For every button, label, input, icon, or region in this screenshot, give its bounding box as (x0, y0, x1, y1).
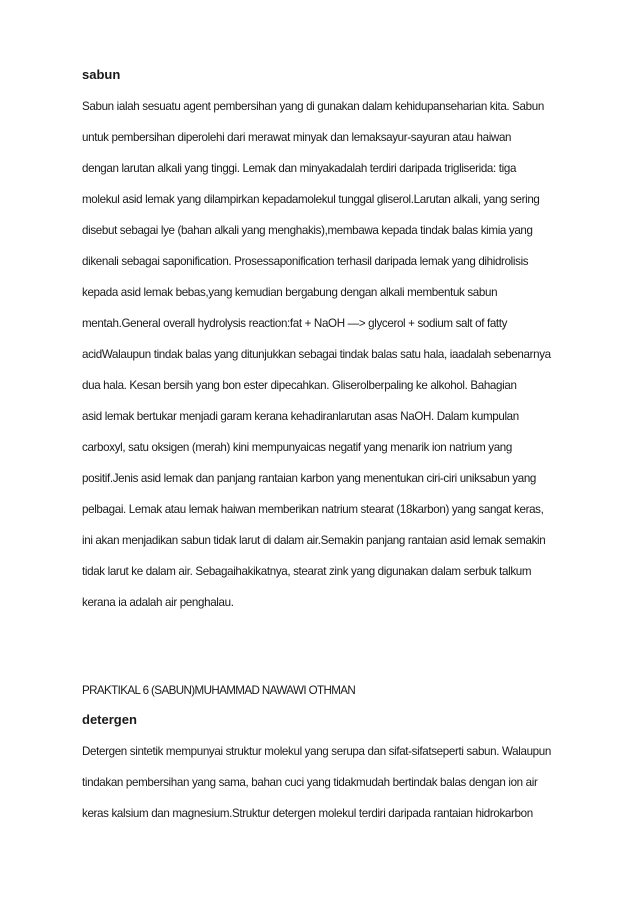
paragraph-line: tindakan pembersihan yang sama, bahan cuci yang tidakmudah bertindak balas dengan ion air (82, 776, 538, 789)
heading-detergen: detergen (82, 712, 137, 727)
paragraph-line: tidak larut ke dalam air. Sebagaihakikatnya, stearat zink yang digunakan dalam serbuk talkum (82, 565, 532, 578)
paragraph-line: Sabun ialah sesuatu agent pembersihan yang di gunakan dalam kehidupanseharian kita. Sabun (82, 100, 544, 113)
paragraph-line: keras kalsium dan magnesium.Struktur detergen molekul terdiri daripada rantaian hidrokarbon (82, 807, 533, 820)
paragraph-line: acidWalaupun tindak balas yang ditunjukkan sebagai tindak balas satu hala, iaadalah sebenarnya (82, 348, 551, 361)
paragraph-line: mentah.General overall hydrolysis reaction:fat + NaOH —> glycerol + sodium salt of fatty (82, 317, 508, 330)
paragraph-line: molekul asid lemak yang dilampirkan kepadamolekul tunggal gliserol.Larutan alkali, yang sering (82, 193, 540, 206)
heading-sabun: sabun (82, 67, 121, 82)
section-title: PRAKTIKAL 6 (SABUN)MUHAMMAD NAWAWI OTHMAN (82, 684, 356, 697)
paragraph-line: Detergen sintetik mempunyai struktur molekul yang serupa dan sifat-sifatseperti sabun. Walaupun (82, 745, 551, 758)
paragraph-line: ini akan menjadikan sabun tidak larut di dalam air.Semakin panjang rantaian asid lemak semakin (82, 534, 546, 547)
paragraph-line: disebut sebagai lye (bahan alkali yang menghakis),membawa kepada tindak balas kimia yang (82, 224, 533, 237)
paragraph-line: pelbagai. Lemak atau lemak haiwan memberikan natrium stearat (18karbon) yang sangat keras, (82, 503, 544, 516)
paragraph-line: dengan larutan alkali yang tinggi. Lemak dan minyakadalah terdiri daripada trigliserida: tiga (82, 162, 517, 175)
paragraph-line: untuk pembersihan diperolehi dari merawat minyak dan lemaksayur-sayuran atau haiwan (82, 131, 512, 144)
paragraph-line: positif.Jenis asid lemak dan panjang rantaian karbon yang menentukan ciri-ciri uniksabun yang (82, 472, 537, 485)
paragraph-line: carboxyl, satu oksigen (merah) kini mempunyaicas negatif yang menarik ion natrium yang (82, 441, 513, 454)
paragraph-line: kepada asid lemak bebas,yang kemudian bergabung dengan alkali membentuk sabun (82, 286, 498, 299)
paragraph-line: asid lemak bertukar menjadi garam kerana kehadiranlarutan asas NaOH. Dalam kumpulan (82, 410, 519, 423)
paragraph-line: kerana ia adalah air penghalau. (82, 596, 234, 609)
paragraph-line: dua hala. Kesan bersih yang bon ester dipecahkan. Gliserolberpaling ke alkohol. Bahagian (82, 379, 517, 392)
paragraph-line: dikenali sebagai saponification. Prosessaponification terhasil daripada lemak yang dihidrolisis (82, 255, 529, 268)
